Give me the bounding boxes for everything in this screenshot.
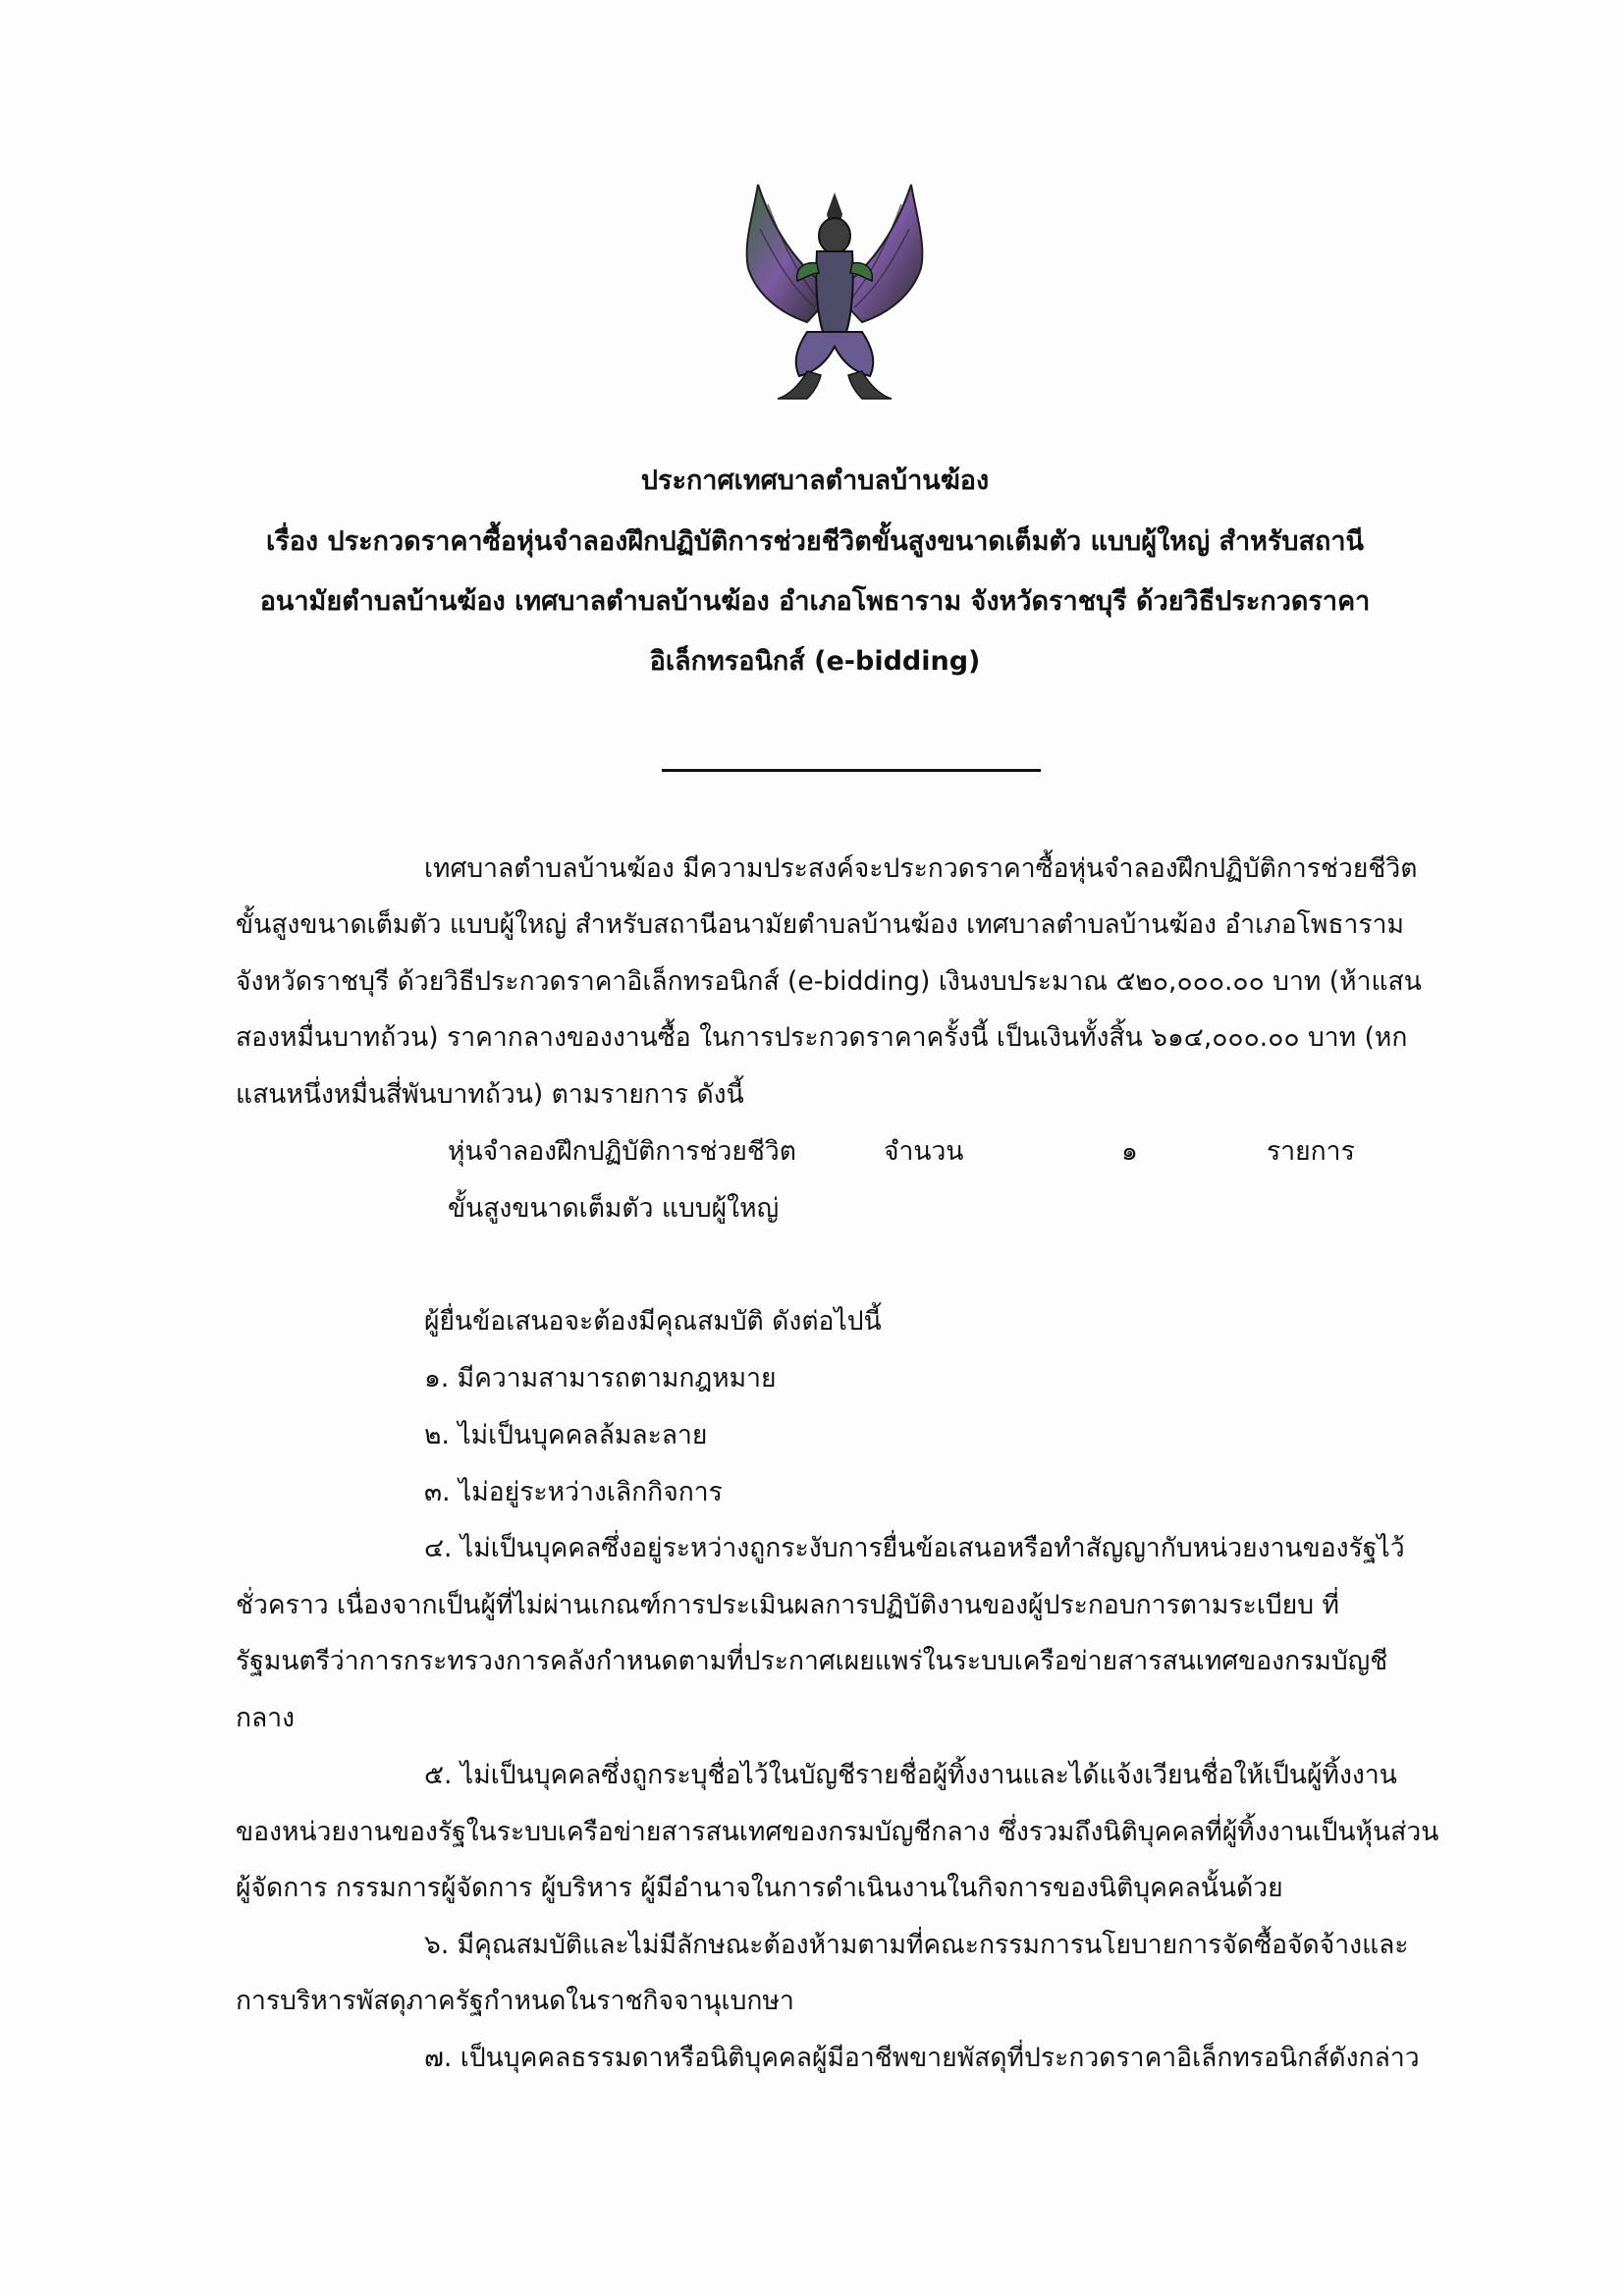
item-quantity: ๑ (1121, 1136, 1138, 1167)
qualifications-heading: ผู้ยื่นข้อเสนอจะต้องมีคุณสมบัติ ดังต่อไปนี้ (424, 1306, 882, 1337)
qualification-2: ๒. ไม่เป็นบุคคลล้มละลาย (424, 1420, 708, 1450)
qualification-4-line-4: กลาง (236, 1703, 296, 1733)
title-divider (662, 769, 1041, 772)
qualification-6-line-1: ๖. มีคุณสมบัติและไม่มีลักษณะต้องห้ามตามที่คณะกรรมการนโยบายการจัดซื้อจัดจ้างและ (424, 1930, 1409, 1960)
qualification-5-line-1: ๕. ไม่เป็นบุคคลซึ่งถูกระบุชื่อไว้ในบัญชีรายชื่อผู้ทิ้งงานและได้แจ้งเวียนชื่อให้เป็นผู้ทิ้งงาน (424, 1760, 1397, 1790)
announcement-title: ประกาศเทศบาลตำบลบ้านฆ้อง (640, 465, 990, 496)
item-name-line-1: หุ่นจำลองฝึกปฏิบัติการช่วยชีวิต (448, 1136, 796, 1167)
qualification-1: ๑. มีความสามารถตามกฎหมาย (424, 1363, 777, 1394)
garuda-emblem-icon (738, 175, 931, 407)
intro-line-5: แสนหนึ่งหมื่นสี่พันบาทถ้วน) ตามรายการ ดังนี้ (236, 1079, 744, 1110)
qualification-6-line-2: การบริหารพัสดุภาครัฐกำหนดในราชกิจจานุเบกษา (236, 1986, 794, 2016)
qualification-5-line-3: ผู้จัดการ กรรมการผู้จัดการ ผู้บริหาร ผู้มีอำนาจในการดำเนินงานในกิจการของนิติบุคคลนั้นด้วย (236, 1873, 1283, 1903)
qualification-7-line-1: ๗. เป็นบุคคลธรรมดาหรือนิติบุคคลผู้มีอาชีพขายพัสดุที่ประกวดราคาอิเล็กทรอนิกส์ดังกล่าว (424, 2043, 1420, 2073)
subject-line-3: อิเล็กทรอนิกส์ (e-bidding) (649, 646, 981, 677)
intro-line-3: จังหวัดราชบุรี ด้วยวิธีประกวดราคาอิเล็กทรอนิกส์ (e-bidding) เงินงบประมาณ ๕๒๐,๐๐๐.๐๐ บาท (ห้าแสน (236, 966, 1422, 997)
qualification-4-line-1: ๔. ไม่เป็นบุคคลซึ่งอยู่ระหว่างถูกระงับการยื่นข้อเสนอหรือทำสัญญากับหน่วยงานของรัฐไว้ (424, 1533, 1405, 1563)
qualification-4-line-3: รัฐมนตรีว่าการกระทรวงการคลังกำหนดตามที่ประกาศเผยแพร่ในระบบเครือข่ายสารสนเทศของกรมบัญชี (236, 1646, 1388, 1676)
item-name-line-2: ขั้นสูงขนาดเต็มตัว แบบผู้ใหญ่ (448, 1193, 780, 1224)
qualification-4-line-2: ชั่วคราว เนื่องจากเป็นผู้ที่ไม่ผ่านเกณฑ์การประเมินผลการปฏิบัติงานของผู้ประกอบการตามระเบียบ ที่ (236, 1590, 1339, 1620)
subject-line-1: เรื่อง ประกวดราคาซื้อหุ่นจำลองฝึกปฏิบัติการช่วยชีวิตขั้นสูงขนาดเต็มตัว แบบผู้ใหญ่ สำหรับสถานี (265, 526, 1365, 557)
qualification-5-line-2: ของหน่วยงานของรัฐในระบบเครือข่ายสารสนเทศของกรมบัญชีกลาง ซึ่งรวมถึงนิติบุคคลที่ผู้ทิ้งงานเป็นหุ้นส่วน (236, 1817, 1439, 1847)
intro-line-1: เทศบาลตำบลบ้านฆ้อง มีความประสงค์จะประกวดราคาซื้อหุ่นจำลองฝึกปฏิบัติการช่วยชีวิต (424, 853, 1418, 884)
intro-line-4: สองหมื่นบาทถ้วน) ราคากลางของงานซื้อ ในการประกวดราคาครั้งนี้ เป็นเงินทั้งสิ้น ๖๑๔,๐๐๐.๐๐ บาท (หก (236, 1022, 1408, 1053)
qualification-3: ๓. ไม่อยู่ระหว่างเลิกกิจการ (424, 1477, 723, 1507)
item-quantity-label: จำนวน (884, 1136, 964, 1167)
subject-line-2: อนามัยตำบลบ้านฆ้อง เทศบาลตำบลบ้านฆ้อง อำเภอโพธาราม จังหวัดราชบุรี ด้วยวิธีประกวดราคา (259, 586, 1371, 617)
item-unit: รายการ (1267, 1136, 1355, 1167)
intro-line-2: ขั้นสูงขนาดเต็มตัว แบบผู้ใหญ่ สำหรับสถานีอนามัยตำบลบ้านฆ้อง เทศบาลตำบลบ้านฆ้อง อำเภอโพธาราม (236, 909, 1404, 940)
